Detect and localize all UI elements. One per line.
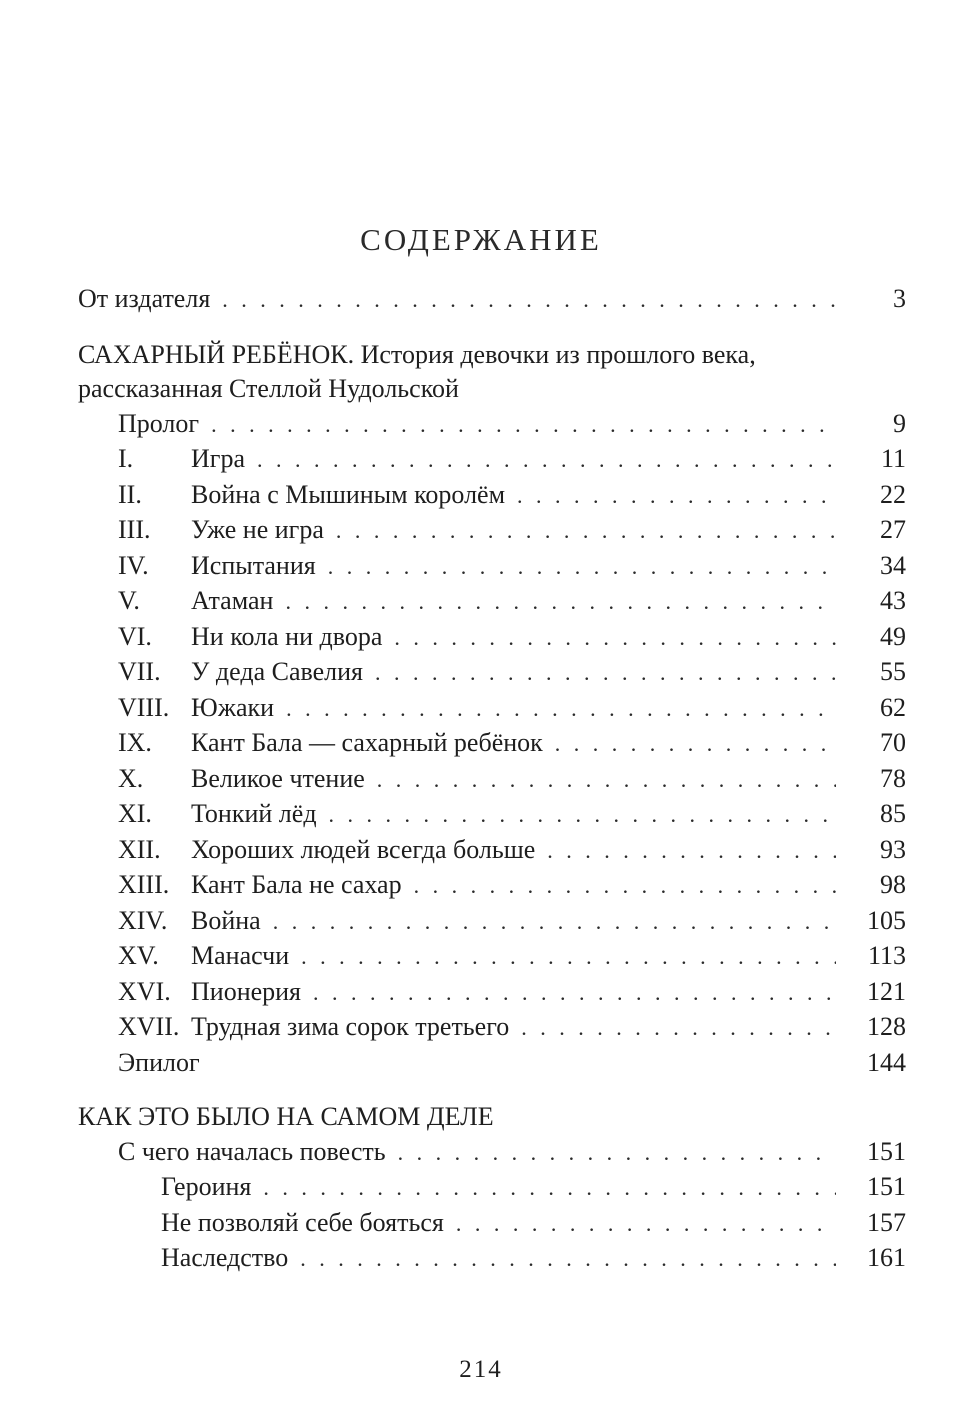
page-number: 214 xyxy=(459,1356,503,1383)
dot-leader xyxy=(521,1010,836,1046)
dot-leader xyxy=(329,797,836,833)
toc-page-number: 43 xyxy=(880,586,906,615)
toc-page-number: 151 xyxy=(867,1137,906,1166)
toc-entry-chapter[interactable] xyxy=(0,974,962,1010)
dot-leader xyxy=(414,868,836,904)
toc-entry-title: Война с Мышиным королём xyxy=(191,480,506,509)
toc-page-number: 11 xyxy=(880,444,906,473)
dot-leader xyxy=(328,549,836,585)
toc-page-number: 93 xyxy=(880,835,906,864)
toc-entry-title: Кант Бала — сахарный ребёнок xyxy=(191,728,543,757)
chapter-number: V. xyxy=(118,586,140,615)
chapter-number: VIII. xyxy=(118,693,170,722)
dot-leader xyxy=(336,513,836,549)
toc-page-number: 70 xyxy=(880,728,906,757)
toc-page-number: 3 xyxy=(893,284,906,313)
toc-entry-title: Война xyxy=(191,906,261,935)
chapter-number: IV. xyxy=(118,551,149,580)
dot-leader xyxy=(398,1135,836,1171)
toc-page-number: 157 xyxy=(867,1208,906,1237)
toc-entry-chapter[interactable] xyxy=(0,477,962,513)
toc-page-number: 113 xyxy=(867,941,906,970)
toc-entry-title: Героиня xyxy=(161,1172,252,1201)
part-title-line: САХАРНЫЙ РЕБЁНОК. История девочки из прошлого века, xyxy=(78,340,756,369)
toc-page-number: 161 xyxy=(867,1243,906,1272)
toc-page-number: 98 xyxy=(880,870,906,899)
chapter-number: XII. xyxy=(118,835,161,864)
dot-leader xyxy=(394,620,836,656)
toc-page-number: 22 xyxy=(880,480,906,509)
dot-leader xyxy=(456,1206,836,1242)
toc-entry-chapter[interactable] xyxy=(0,548,962,584)
toc-entry-epilogue[interactable] xyxy=(0,1045,962,1081)
toc-entry-title: Кант Бала не сахар xyxy=(191,870,402,899)
toc-entry-chapter[interactable] xyxy=(0,867,962,903)
dot-leader xyxy=(211,407,836,443)
toc-entry-chapter[interactable] xyxy=(0,903,962,939)
dot-leader xyxy=(222,282,836,318)
toc-entry-title: Пролог xyxy=(118,409,200,438)
chapter-number: XVI. xyxy=(118,977,171,1006)
dot-leader xyxy=(547,833,836,869)
toc-page-number: 144 xyxy=(867,1048,906,1077)
toc-entry-title: У деда Савелия xyxy=(191,657,363,686)
toc-entry-section[interactable] xyxy=(0,1134,962,1170)
toc-entry-title: Трудная зима сорок третьего xyxy=(191,1012,510,1041)
toc-page-number: 34 xyxy=(880,551,906,580)
dot-leader xyxy=(300,1241,836,1277)
toc-entry-publisher[interactable] xyxy=(0,281,962,317)
toc-page-number: 105 xyxy=(867,906,906,935)
chapter-number: III. xyxy=(118,515,151,544)
toc-entry-title: Ни кола ни двора xyxy=(191,622,383,651)
toc-page-number: 78 xyxy=(880,764,906,793)
toc-entry-title: Не позволяй себе бояться xyxy=(161,1208,444,1237)
toc-entry-chapter[interactable] xyxy=(0,832,962,868)
chapter-number: IX. xyxy=(118,728,152,757)
dot-leader xyxy=(273,904,836,940)
chapter-number: II. xyxy=(118,480,142,509)
toc-page-number: 121 xyxy=(867,977,906,1006)
toc-page-number: 85 xyxy=(880,799,906,828)
toc-entry-subsection[interactable] xyxy=(0,1169,962,1205)
part-title-line: рассказанная Стеллой Нудольской xyxy=(78,374,459,403)
toc-page-number: 49 xyxy=(880,622,906,651)
dot-leader xyxy=(313,975,836,1011)
toc-entry-chapter[interactable] xyxy=(0,512,962,548)
toc-entry-chapter[interactable] xyxy=(0,654,962,690)
dot-leader xyxy=(377,762,836,798)
toc-page-number: 128 xyxy=(867,1012,906,1041)
chapter-number: I. xyxy=(118,444,134,473)
toc-entry-prologue[interactable] xyxy=(0,406,962,442)
toc-entry-chapter[interactable] xyxy=(0,583,962,619)
toc-entry-title: Пионерия xyxy=(191,977,302,1006)
toc-page-number: 9 xyxy=(893,409,906,438)
dot-leader xyxy=(375,655,836,691)
toc-entry-title: Великое чтение xyxy=(191,764,365,793)
toc-page-number: 151 xyxy=(867,1172,906,1201)
toc-entry-chapter[interactable] xyxy=(0,441,962,477)
toc-entry-chapter[interactable] xyxy=(0,1009,962,1045)
toc-entry-subsection[interactable] xyxy=(0,1205,962,1241)
toc-entry-title: С чего началась повесть xyxy=(118,1137,386,1166)
chapter-number: XIII. xyxy=(118,870,170,899)
dot-leader xyxy=(286,691,836,727)
toc-page-number: 62 xyxy=(880,693,906,722)
toc-entry-title: Эпилог xyxy=(118,1048,200,1077)
dot-leader xyxy=(285,584,836,620)
toc-entry-chapter[interactable] xyxy=(0,690,962,726)
toc-entry-title: Тонкий лёд xyxy=(191,799,317,828)
dot-leader xyxy=(263,1170,836,1206)
toc-entry-chapter[interactable] xyxy=(0,725,962,761)
toc-entry-title: Манасчи xyxy=(191,941,290,970)
dot-leader xyxy=(517,478,836,514)
dot-leader xyxy=(555,726,836,762)
toc-entry-chapter[interactable] xyxy=(0,796,962,832)
toc-entry-title: Испытания xyxy=(191,551,316,580)
chapter-number: VI. xyxy=(118,622,152,651)
toc-entry-chapter[interactable] xyxy=(0,619,962,655)
chapter-number: XIV. xyxy=(118,906,168,935)
toc-entry-title: От издателя xyxy=(78,284,211,313)
part-title-line: КАК ЭТО БЫЛО НА САМОМ ДЕЛЕ xyxy=(78,1102,494,1131)
toc-entry-chapter[interactable] xyxy=(0,938,962,974)
toc-entry-title: Игра xyxy=(191,444,245,473)
chapter-number: XI. xyxy=(118,799,152,828)
chapter-number: XVII. xyxy=(118,1012,180,1041)
toc-page-number: 55 xyxy=(880,657,906,686)
page-title: СОДЕРЖАНИЕ xyxy=(360,222,602,257)
toc-entry-subsection[interactable] xyxy=(0,1240,962,1276)
chapter-number: VII. xyxy=(118,657,161,686)
dot-leader xyxy=(257,442,836,478)
toc-entry-title: Южаки xyxy=(191,693,275,722)
chapter-number: X. xyxy=(118,764,144,793)
toc-entry-title: Хороших людей всегда больше xyxy=(191,835,536,864)
dot-leader xyxy=(301,939,836,975)
toc-page-number: 27 xyxy=(880,515,906,544)
toc-entry-title: Уже не игра xyxy=(191,515,324,544)
toc-entry-title: Наследство xyxy=(161,1243,289,1272)
chapter-number: XV. xyxy=(118,941,159,970)
toc-entry-chapter[interactable] xyxy=(0,761,962,797)
toc-entry-title: Атаман xyxy=(191,586,274,615)
